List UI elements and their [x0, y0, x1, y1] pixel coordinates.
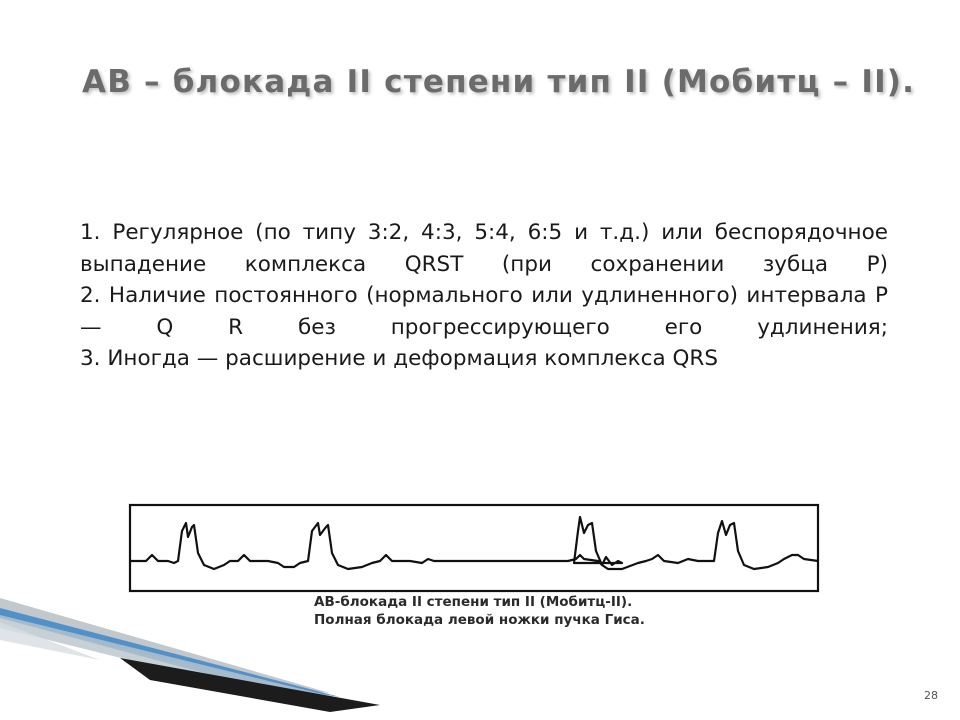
- criterion-1: 1. Регулярное (по типу 3:2, 4:3, 5:4, 6:5 и т.д.) или беспорядочное выпадение комплекса QRST (при сохранении зубца P): [80, 220, 888, 277]
- caption-line-1: АВ-блокада II степени тип II (Мобитц-II).: [314, 594, 633, 610]
- page-number: 28: [924, 689, 938, 702]
- ecg-figure: [128, 503, 820, 593]
- caption-line-2: Полная блокада левой ножки пучка Гиса.: [314, 612, 645, 628]
- figure-caption: [314, 593, 774, 629]
- criterion-2: 2. Наличие постоянного (нормального или удлиненного) интервала P — Q R без прогрессирующего его удлинения;: [80, 283, 888, 340]
- slide-body: [80, 217, 888, 375]
- criterion-3: 3. Иногда — расширение и деформация комплекса QRS: [80, 346, 718, 371]
- ecg-tracing: [128, 503, 820, 593]
- slide-title: АВ – блокада II степени тип II (Мобитц – II).: [82, 64, 916, 100]
